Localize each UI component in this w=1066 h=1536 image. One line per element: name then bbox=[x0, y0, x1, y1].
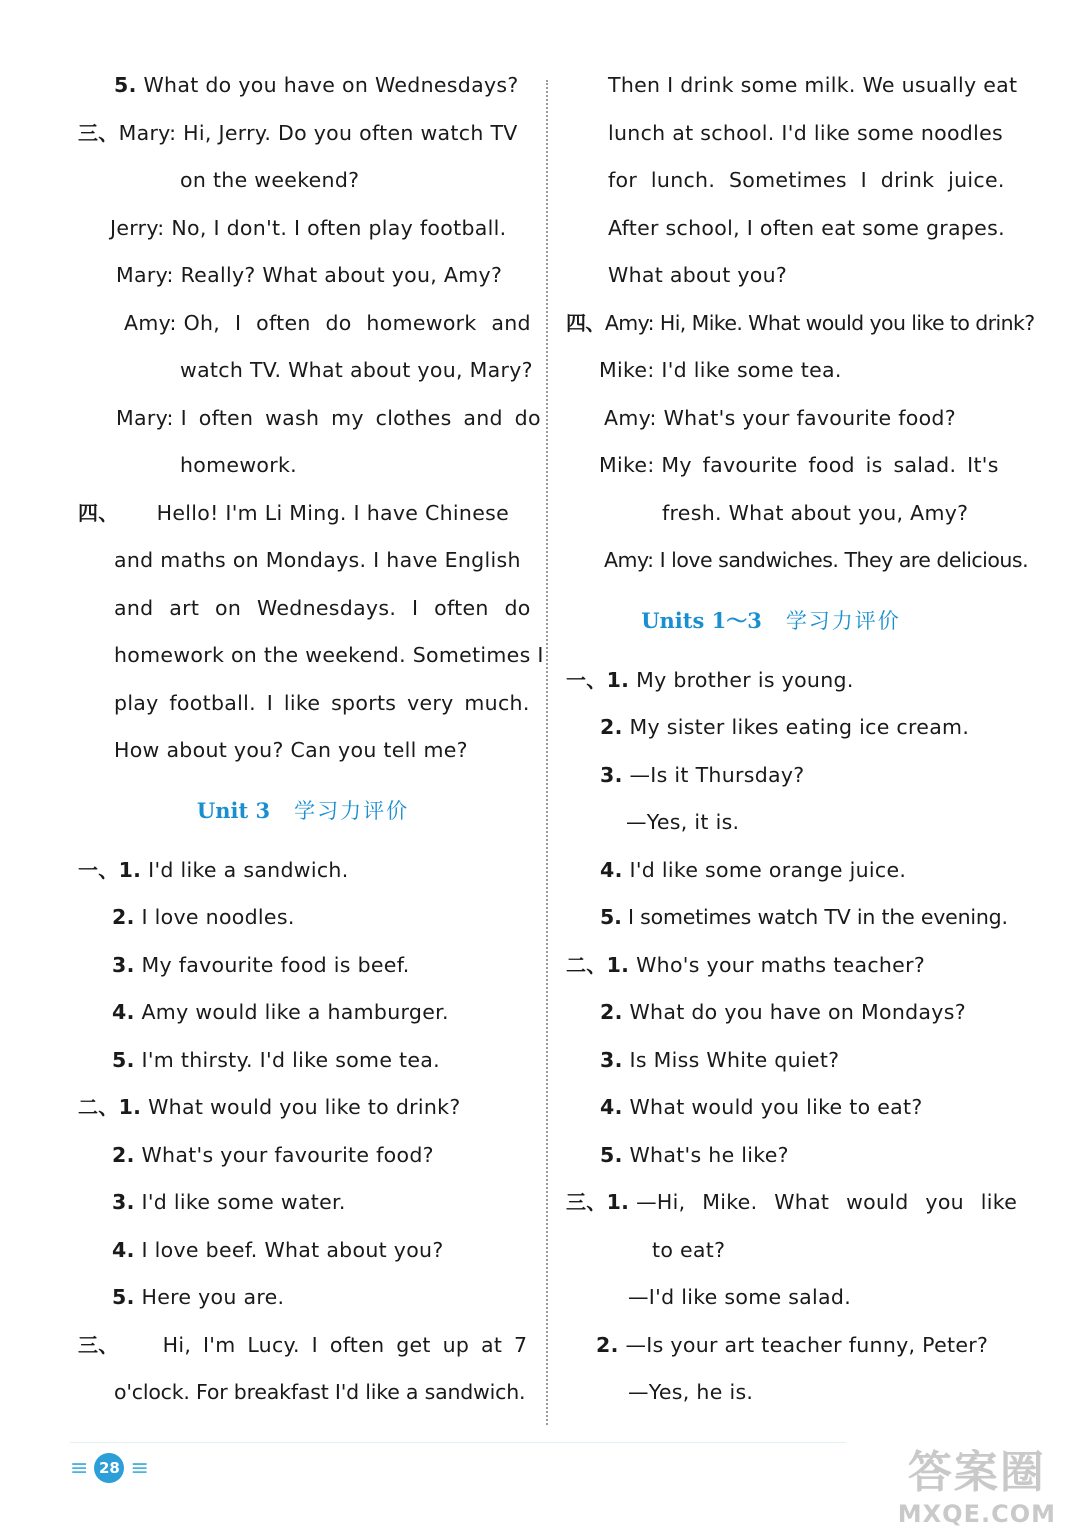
dialogue-line: Amy: Oh, I often do homework and bbox=[124, 310, 531, 335]
paragraph-line: After school, I often eat some grapes. bbox=[608, 215, 1005, 240]
section-heading: Unit 3 学习力评价 bbox=[196, 797, 410, 823]
paragraph-line: Then I drink some milk. We usually eat bbox=[608, 73, 1018, 97]
dialogue-line: Mike: My favourite food is salad. It's bbox=[599, 453, 999, 477]
footer-ornament-right-icon: ≡ bbox=[130, 1455, 149, 1481]
answer-line: 5. What do you have on Wednesdays? bbox=[114, 73, 519, 97]
answer-line: 2. I love noodles. bbox=[112, 905, 295, 929]
paragraph-line: How about you? Can you tell me? bbox=[114, 738, 468, 762]
answer-line: 2. What do you have on Mondays? bbox=[600, 1000, 966, 1024]
answer-line: 3. My favourite food is beef. bbox=[112, 952, 410, 977]
answer-line: 4. I'd like some orange juice. bbox=[600, 857, 907, 882]
dialogue-line: Mary: I often wash my clothes and do bbox=[116, 405, 541, 430]
answer-line: 5. I'm thirsty. I'd like some tea. bbox=[112, 1047, 440, 1072]
dialogue-line: Jerry: No, I don't. I often play football. bbox=[110, 215, 507, 240]
answer-line: 一、1. My brother is young. bbox=[566, 667, 854, 692]
dialogue-line: watch TV. What about you, Mary? bbox=[180, 358, 533, 382]
dialogue-line: homework. bbox=[180, 453, 297, 477]
answer-line: 二、1. Who's your maths teacher? bbox=[566, 952, 925, 977]
paragraph-line: for lunch. Sometimes I drink juice. bbox=[608, 168, 1005, 192]
right-column bbox=[566, 62, 1035, 1417]
paragraph-line: homework on the weekend. Sometimes I bbox=[114, 643, 544, 667]
answer-line: 3. I'd like some water. bbox=[112, 1190, 346, 1214]
answer-line: 2. What's your favourite food? bbox=[112, 1142, 434, 1167]
dialogue-line: fresh. What about you, Amy? bbox=[662, 500, 969, 525]
answer-line: 4. Amy would like a hamburger. bbox=[112, 1000, 449, 1024]
answer-line: —Yes, he is. bbox=[628, 1380, 754, 1404]
answer-line: 3. Is Miss White quiet? bbox=[600, 1047, 840, 1072]
paragraph-line: and art on Wednesdays. I often do bbox=[114, 595, 531, 620]
paragraph-line: and maths on Mondays. I have English bbox=[114, 548, 521, 572]
watermark: 答案圈 MXQE.COM bbox=[897, 1447, 1056, 1528]
page-footer bbox=[70, 1448, 149, 1488]
dialogue-line: Amy: I love sandwiches. They are delicious. bbox=[604, 548, 1029, 572]
footer-ornament-left-icon: ≡ bbox=[70, 1455, 89, 1481]
page-number: 28 bbox=[94, 1453, 124, 1483]
answer-line: 2. My sister likes eating ice cream. bbox=[600, 715, 970, 739]
answer-line: 3. —Is it Thursday? bbox=[600, 762, 805, 787]
answer-line: 一、1. I'd like a sandwich. bbox=[78, 857, 349, 882]
answer-line: —I'd like some salad. bbox=[628, 1285, 852, 1309]
paragraph-line: What about you? bbox=[608, 263, 788, 287]
paragraph-line: 四、 Hello! I'm Li Ming. I have Chinese bbox=[78, 500, 510, 525]
dialogue-line: 四、Amy: Hi, Mike. What would you like to drink? bbox=[566, 310, 1035, 335]
answer-line: 4. What would you like to eat? bbox=[600, 1095, 923, 1119]
answer-line: 三、1. —Hi, Mike. What would you like bbox=[566, 1190, 1018, 1214]
answer-line: 5. What's he like? bbox=[600, 1142, 789, 1167]
dialogue-line: Mary: Really? What about you, Amy? bbox=[116, 263, 503, 287]
dialogue-line: Amy: What's your favourite food? bbox=[604, 405, 956, 430]
paragraph-line: play football. I like sports very much. bbox=[114, 690, 530, 715]
dialogue-line: 三、Mary: Hi, Jerry. Do you often watch TV bbox=[78, 120, 518, 145]
answer-line: to eat? bbox=[652, 1237, 726, 1262]
left-column bbox=[78, 62, 544, 1417]
answer-line: 2. —Is your art teacher funny, Peter? bbox=[596, 1332, 989, 1357]
column-divider bbox=[546, 80, 548, 1425]
answer-line: —Yes, it is. bbox=[626, 810, 740, 834]
paragraph-line: lunch at school. I'd like some noodles bbox=[608, 120, 1004, 145]
dialogue-line: Mike: I'd like some tea. bbox=[599, 358, 842, 382]
answer-line: 5. Here you are. bbox=[112, 1285, 285, 1309]
dialogue-line: on the weekend? bbox=[180, 168, 360, 192]
answer-line: 二、1. What would you like to drink? bbox=[78, 1095, 461, 1119]
answer-line: 4. I love beef. What about you? bbox=[112, 1237, 444, 1262]
paragraph-line: 三、 Hi, I'm Lucy. I often get up at 7 bbox=[78, 1332, 528, 1357]
footer-rule bbox=[70, 1442, 846, 1443]
section-heading: Units 1～3 学习力评价 bbox=[641, 607, 901, 633]
paragraph-line: o'clock. For breakfast I'd like a sandwich. bbox=[114, 1380, 526, 1404]
answer-line: 5. I sometimes watch TV in the evening. bbox=[600, 905, 1008, 929]
